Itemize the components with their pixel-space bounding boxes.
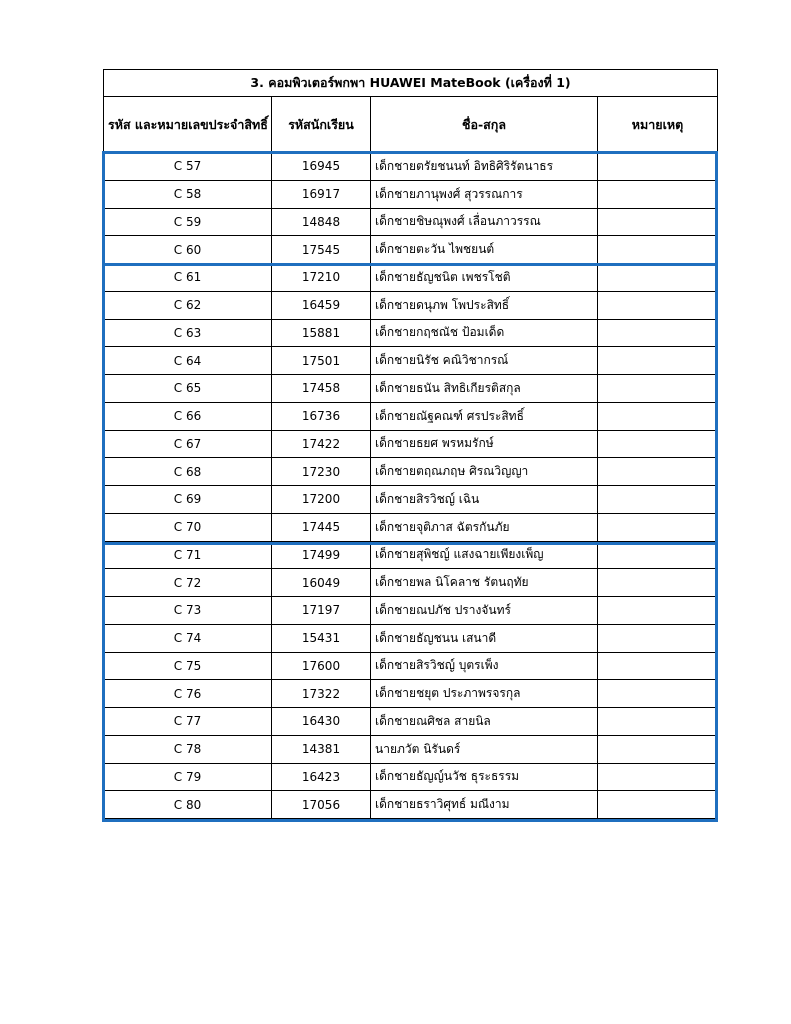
cell-student-id: 17210 — [272, 264, 371, 292]
cell-note — [598, 624, 718, 652]
table-row — [104, 347, 718, 375]
cell-student-id: 17322 — [272, 680, 371, 708]
cell-name: เด็กชายธยศ พรหมรักษ์ — [371, 430, 598, 458]
table-row — [104, 763, 718, 791]
table-row — [104, 264, 718, 292]
cell-student-id: 14381 — [272, 735, 371, 763]
cell-note — [598, 347, 718, 375]
cell-code: C 71 — [104, 541, 272, 569]
cell-student-id: 17499 — [272, 541, 371, 569]
cell-code: C 66 — [104, 402, 272, 430]
table-row — [104, 153, 718, 181]
cell-name: เด็กชายสิรวิชญ์ เฉิน — [371, 486, 598, 514]
cell-note — [598, 763, 718, 791]
cell-student-id: 17422 — [272, 430, 371, 458]
cell-name: เด็กชายตรัยชนนท์ อิทธิศิริรัตนาธร — [371, 153, 598, 181]
cell-student-id: 17458 — [272, 375, 371, 403]
cell-note — [598, 680, 718, 708]
cell-student-id: 17445 — [272, 513, 371, 541]
cell-note — [598, 430, 718, 458]
table-row — [104, 624, 718, 652]
cell-code: C 58 — [104, 180, 272, 208]
table-row — [104, 791, 718, 819]
cell-note — [598, 708, 718, 736]
cell-student-id: 16736 — [272, 402, 371, 430]
table-row — [104, 735, 718, 763]
cell-name: เด็กชายตฤณภฤษ ศิรณวิญญา — [371, 458, 598, 486]
table-row — [104, 541, 718, 569]
cell-name: เด็กชายตะวัน ไพชยนต์ — [371, 236, 598, 264]
table-row — [104, 430, 718, 458]
cell-note — [598, 236, 718, 264]
cell-name: เด็กชายชยุต ประภาพรจรกุล — [371, 680, 598, 708]
cell-code: C 70 — [104, 513, 272, 541]
allocation-table — [103, 69, 718, 819]
cell-note — [598, 541, 718, 569]
cell-student-id: 16049 — [272, 569, 371, 597]
cell-name: เด็กชายธราวิศุทธ์ มณีงาม — [371, 791, 598, 819]
table-row — [104, 597, 718, 625]
cell-code: C 65 — [104, 375, 272, 403]
cell-note — [598, 569, 718, 597]
table-row — [104, 402, 718, 430]
cell-student-id: 15431 — [272, 624, 371, 652]
cell-student-id: 16423 — [272, 763, 371, 791]
cell-student-id: 16430 — [272, 708, 371, 736]
table-row — [104, 208, 718, 236]
table-row — [104, 236, 718, 264]
table-row — [104, 458, 718, 486]
header-code: รหัส และหมายเลขประจำสิทธิ์ — [104, 97, 272, 153]
cell-code: C 59 — [104, 208, 272, 236]
cell-code: C 73 — [104, 597, 272, 625]
cell-note — [598, 375, 718, 403]
cell-note — [598, 208, 718, 236]
cell-name: เด็กชายสิรวิชญ์ บุตรเพ็ง — [371, 652, 598, 680]
cell-code: C 72 — [104, 569, 272, 597]
cell-note — [598, 180, 718, 208]
cell-code: C 64 — [104, 347, 272, 375]
cell-code: C 61 — [104, 264, 272, 292]
cell-name: เด็กชายสุพิชญ์ แสงฉายเพียงเพ็ญ — [371, 541, 598, 569]
cell-note — [598, 597, 718, 625]
cell-note — [598, 291, 718, 319]
cell-code: C 68 — [104, 458, 272, 486]
cell-code: C 60 — [104, 236, 272, 264]
cell-note — [598, 652, 718, 680]
cell-note — [598, 486, 718, 514]
cell-note — [598, 264, 718, 292]
cell-name: เด็กชายธนัน สิทธิเกียรติสกุล — [371, 375, 598, 403]
cell-student-id: 16459 — [272, 291, 371, 319]
cell-code: C 75 — [104, 652, 272, 680]
header-name: ชื่อ-สกุล — [371, 97, 598, 153]
cell-code: C 57 — [104, 153, 272, 181]
cell-code: C 69 — [104, 486, 272, 514]
cell-note — [598, 735, 718, 763]
table-title-row — [104, 70, 718, 97]
table-body — [104, 153, 718, 819]
cell-code: C 80 — [104, 791, 272, 819]
cell-name: เด็กชายธัญชนน เสนาดี — [371, 624, 598, 652]
cell-code: C 78 — [104, 735, 272, 763]
cell-student-id: 16917 — [272, 180, 371, 208]
cell-student-id: 17501 — [272, 347, 371, 375]
table-title: 3. คอมพิวเตอร์พกพา HUAWEI MateBook (เครื่องที่ 1) — [104, 70, 718, 97]
cell-student-id: 17545 — [272, 236, 371, 264]
cell-name: เด็กชายชิษณุพงศ์ เลื่อนภาวรรณ — [371, 208, 598, 236]
table-row — [104, 652, 718, 680]
header-note: หมายเหตุ — [598, 97, 718, 153]
cell-student-id: 14848 — [272, 208, 371, 236]
cell-code: C 74 — [104, 624, 272, 652]
cell-student-id: 17056 — [272, 791, 371, 819]
cell-code: C 79 — [104, 763, 272, 791]
cell-student-id: 16945 — [272, 153, 371, 181]
cell-code: C 62 — [104, 291, 272, 319]
cell-note — [598, 402, 718, 430]
cell-student-id: 15881 — [272, 319, 371, 347]
cell-name: นายภวัต นิรันดร์ — [371, 735, 598, 763]
cell-student-id: 17200 — [272, 486, 371, 514]
cell-student-id: 17600 — [272, 652, 371, 680]
cell-name: เด็กชายธัญญ์นวัช ธุระธรรม — [371, 763, 598, 791]
cell-name: เด็กชายณปภัช ปรางจันทร์ — [371, 597, 598, 625]
cell-note — [598, 319, 718, 347]
cell-name: เด็กชายพล นิโคลาช รัตนฤทัย — [371, 569, 598, 597]
table-row — [104, 708, 718, 736]
table-row — [104, 569, 718, 597]
cell-code: C 67 — [104, 430, 272, 458]
cell-note — [598, 513, 718, 541]
column-header-row — [104, 97, 718, 153]
cell-note — [598, 153, 718, 181]
cell-note — [598, 458, 718, 486]
table-row — [104, 319, 718, 347]
cell-name: เด็กชายนิรัช คณิวิชากรณ์ — [371, 347, 598, 375]
table-row — [104, 680, 718, 708]
header-student-id: รหัสนักเรียน — [272, 97, 371, 153]
table-row — [104, 180, 718, 208]
cell-note — [598, 791, 718, 819]
cell-name: เด็กชายณัฐคณฑ์ ศรประสิทธิ์ — [371, 402, 598, 430]
cell-name: เด็กชายกฤชณัช ป้อมเด็ด — [371, 319, 598, 347]
cell-name: เด็กชายธัญชนิต เพชรโชติ — [371, 264, 598, 292]
cell-name: เด็กชายดนุภพ โพประสิทธิ์ — [371, 291, 598, 319]
cell-code: C 63 — [104, 319, 272, 347]
table-row — [104, 375, 718, 403]
cell-name: เด็กชายภานุพงศ์ สุวรรณการ — [371, 180, 598, 208]
cell-name: เด็กชายณศิชล สายนิล — [371, 708, 598, 736]
cell-code: C 77 — [104, 708, 272, 736]
table-row — [104, 513, 718, 541]
cell-code: C 76 — [104, 680, 272, 708]
cell-student-id: 17197 — [272, 597, 371, 625]
table-row — [104, 486, 718, 514]
cell-name: เด็กชายจุติภาส ฉัตรกันภัย — [371, 513, 598, 541]
table-row — [104, 291, 718, 319]
cell-student-id: 17230 — [272, 458, 371, 486]
